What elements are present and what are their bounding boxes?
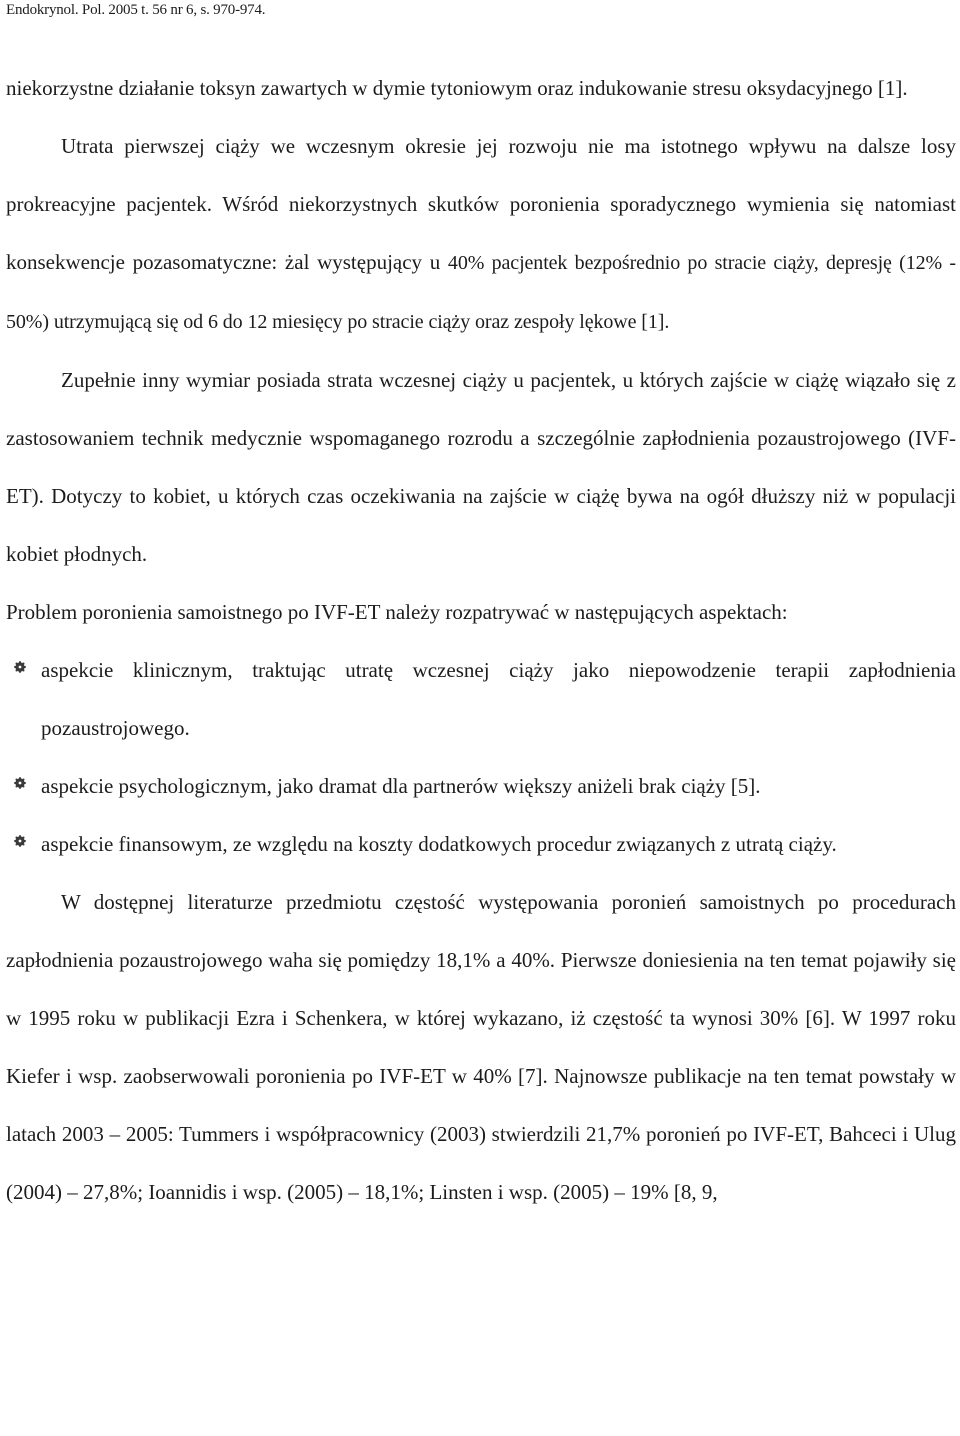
paragraph-ivf-context: Zupełnie inny wymiar posiada strata wczesnej ciąży u pacjentek, u których zajście w ciążę wiązało się z zastosowaniem technik medycznie wspomaganego rozrodu a szczególnie zapłodnienia pozaustrojowego (IVF-ET). Dotyczy to kobiet, u których czas oczekiwania na zajście w ciążę bywa na ogół dłuższy niż w populacji kobiet płodnych. <box>6 368 956 566</box>
page-header-citation: Endokrynol. Pol. 2005 t. 56 nr 6, s. 970-974. <box>6 2 266 18</box>
list-item <box>6 641 956 757</box>
paragraph-pregnancy-loss-effects <box>6 117 956 351</box>
paragraph-literature-review: W dostępnej literaturze przedmiotu częstość występowania poronień samoistnych po procedurach zapłodnienia pozaustrojowego waha się pomiędzy 18,1% a 40%. Pierwsze doniesienia na ten temat pojawiły się w 1995 roku w publikacji Ezra i Schenkera, w której wykazano, iż częstość ta wynosi 30% [6]. W 1997 roku Kiefer i wsp. zaobserwowali poronienia po IVF-ET w 40% [7]. Najnowsze publikacje na ten temat powstały w latach 2003 – 2005: Tummers i współpracownicy (2003) stwierdzili 21,7% poronień po IVF-ET, Bahceci i Ulug (2004) – 27,8%; Ioannidis i wsp. (2005) – 18,1%; Linsten i wsp. (2005) – 19% [8, 9, <box>6 890 956 1204</box>
gear-bullet-icon <box>14 661 26 673</box>
paragraph-continuation: niekorzystne działanie toksyn zawartych w dymie tytoniowym oraz indukowanie stresu oksydacyjnego [1]. <box>6 76 908 100</box>
paragraph-text-statistics: 40% pacjentek bezpośrednio po stracie ciąży, depresję (12% - 50%) utrzymującą się od 6 do 12 miesięcy po stracie ciąży oraz zespoły lękowe [1]. <box>6 252 956 333</box>
list-item <box>6 815 956 873</box>
list-item <box>6 757 956 815</box>
list-item-text: aspekcie klinicznym, traktując utratę wczesnej ciąży jako niepowodzenie terapii zapłodnienia pozaustrojowego. <box>41 658 956 740</box>
gear-bullet-icon <box>14 777 26 789</box>
gear-bullet-icon <box>14 835 26 847</box>
paragraph-aspects-intro: Problem poronienia samoistnego po IVF-ET należy rozpatrywać w następujących aspektach: <box>6 600 788 624</box>
paragraph-text: Utrata pierwszej ciąży we wczesnym okresie jej rozwoju nie ma istotnego wpływu na dalsze losy prokreacyjne pacjentek. Wśród niekorzystnych skutków poronienia sporadycznego wymienia się natomiast konsekwencje pozasomatyczne: żal występujący u <box>6 134 956 274</box>
document-body <box>6 59 956 1221</box>
aspects-list <box>6 641 956 873</box>
list-item-text: aspekcie psychologicznym, jako dramat dla partnerów większy aniżeli brak ciąży [5]. <box>41 774 761 798</box>
list-item-text: aspekcie finansowym, ze względu na koszty dodatkowych procedur związanych z utratą ciąży. <box>41 832 837 856</box>
